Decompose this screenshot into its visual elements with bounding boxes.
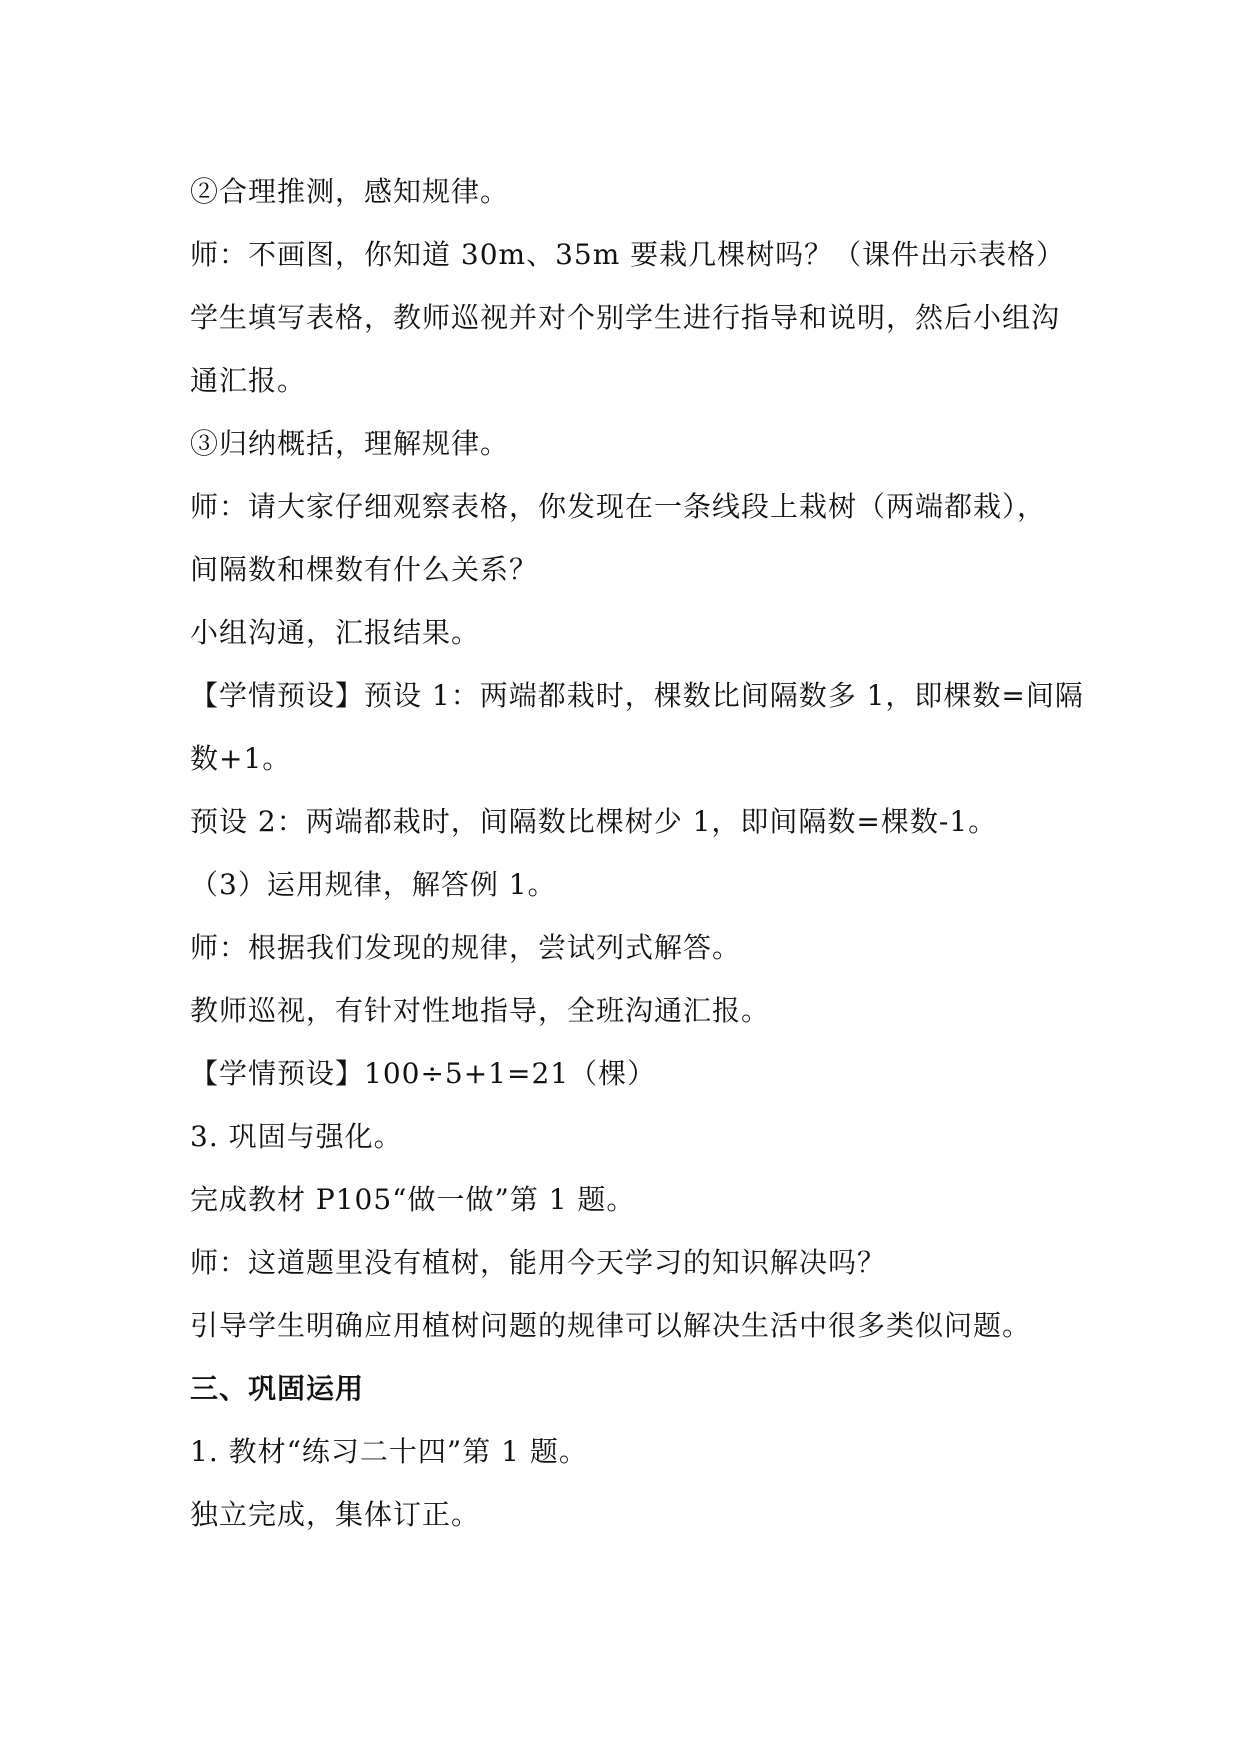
paragraph-line: 小组沟通，汇报结果。 [190, 616, 481, 649]
subsection-heading: ②合理推测，感知规律。 [190, 175, 510, 208]
preset-note: 预设 2：两端都栽时，间隔数比棵树少 1，即间隔数=棵数-1。 [190, 805, 998, 838]
paragraph-line: 数+1。 [190, 742, 292, 775]
preset-note: 【学情预设】预设 1：两端都栽时，棵数比间隔数多 1，即棵数=间隔 [190, 679, 1084, 712]
document-body [190, 160, 1084, 1546]
paragraph-line: 教师巡视，有针对性地指导，全班沟通汇报。 [190, 994, 771, 1027]
paragraph-line: 间隔数和棵数有什么关系？ [190, 553, 539, 586]
paragraph-line: 独立完成，集体订正。 [190, 1498, 481, 1531]
paragraph-line: 通汇报。 [190, 364, 307, 397]
teacher-prompt: 师：根据我们发现的规律，尝试列式解答。 [190, 931, 742, 964]
section-heading: 三、巩固运用 [190, 1372, 365, 1405]
paragraph-line: 学生填写表格，教师巡视并对个别学生进行指导和说明，然后小组沟 [190, 301, 1061, 334]
teacher-prompt: 师：请大家仔细观察表格，你发现在一条线段上栽树（两端都栽）， [190, 490, 1047, 523]
teacher-prompt: 师：这道题里没有植树，能用今天学习的知识解决吗？ [190, 1246, 887, 1279]
teacher-prompt: 师：不画图，你知道 30m、35m 要栽几棵树吗？（课件出示表格） [190, 238, 1066, 271]
preset-note: 【学情预设】100÷5+1=21（棵） [190, 1057, 657, 1090]
subsection-heading: 3. 巩固与强化。 [190, 1120, 403, 1153]
subsection-heading: 1. 教材“练习二十四”第 1 题。 [190, 1435, 588, 1468]
paragraph-line: 完成教材 P105“做一做”第 1 题。 [190, 1183, 636, 1216]
paragraph-line: 引导学生明确应用植树问题的规律可以解决生活中很多类似问题。 [190, 1309, 1032, 1342]
subsection-heading: （3）运用规律，解答例 1。 [190, 868, 557, 901]
subsection-heading: ③归纳概括，理解规律。 [190, 427, 510, 460]
